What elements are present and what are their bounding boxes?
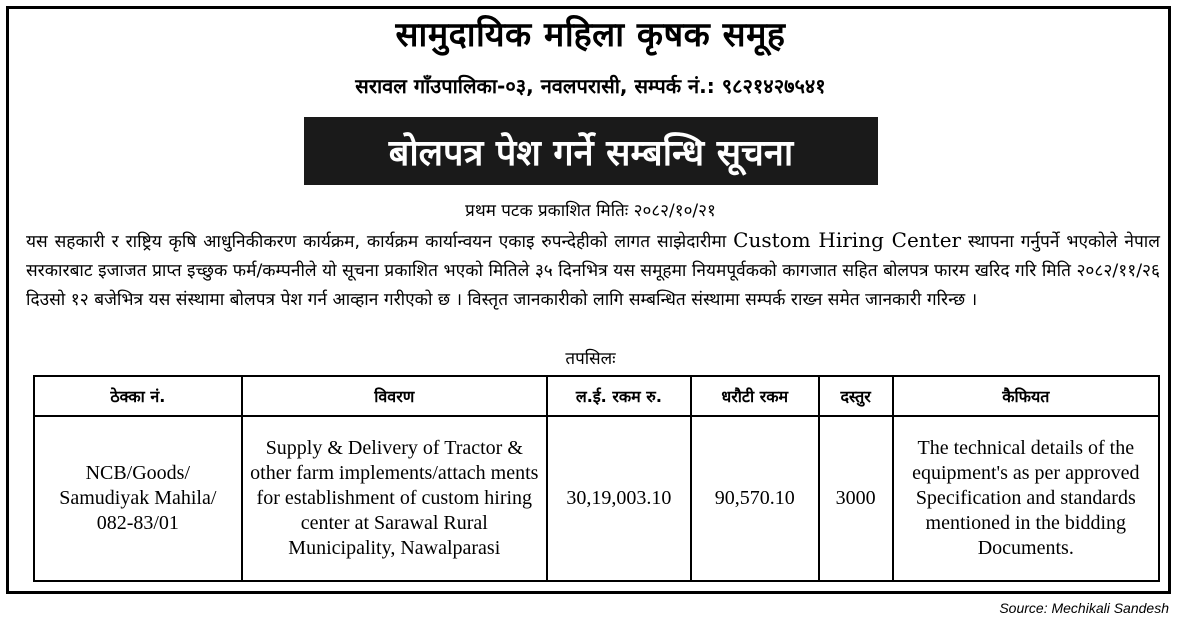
header-contract-no: ठेक्का नं. [34,376,242,416]
cell-remarks: The technical details of the equipment's as per approved Specification and standards mentioned in the bidding Documents. [893,416,1159,581]
table-header-row [34,376,1159,416]
header-remarks: कैफियत [893,376,1159,416]
tender-table [33,375,1160,582]
notice-body [26,226,1160,315]
org-address: सरावल गाँउपालिका-०३, नवलपरासी, सम्पर्क नं.: ९८२१४२७५४१ [355,74,826,98]
header-deposit: धरौटी रकम [691,376,819,416]
cell-estimate: 30,19,003.10 [547,416,691,581]
body-part-2: स्थापना गर्नुपर्ने भएकोले नेपाल सरकारबाट इजाजत प्राप्त इच्छुक फर्म/कम्पनीले यो सूचना प्रकाशित भएको मितिले ३५ दिनभित्र यस समूहमा नियमपूर्वकको कागजात सहित बोलपत्र फारम खरिद गरि मिति २०८२/११/२६ दिउसो १२ बजेभित्र यस संस्थामा बोलपत्र पेश गर्न आव्हान गरीएको छ । विस्तृत जानकारीको लागि सम्बन्धित संस्थामा सम्पर्क राख्न समेत जानकारी गरिन्छ । [26,232,1160,310]
cell-contract-no: NCB/Goods/ Samudiyak Mahila/ 082-83/01 [34,416,242,581]
header-estimate: ल.ई. रकम रु. [547,376,691,416]
notice-title: बोलपत्र पेश गर्ने सम्बन्धि सूचना [304,117,878,185]
publish-date: प्रथम पटक प्रकाशित मितिः २०८२/१०/२१ [465,201,716,221]
body-latin-term: Custom Hiring Center [733,228,962,252]
header-description: विवरण [242,376,547,416]
table-row [34,416,1159,581]
cell-deposit: 90,570.10 [691,416,819,581]
org-name: सामुदायिक महिला कृषक समूह [395,15,786,55]
source-credit: Source: Mechikali Sandesh [999,600,1169,616]
cell-description: Supply & Delivery of Tractor & other farm implements/attach ments for establishment of custom hiring center at Sarawal Rural Municipality, Nawalparasi [242,416,547,581]
body-part-1: यस सहकारी र राष्ट्रिय कृषि आधुनिकीकरण कार्यक्रम, कार्यक्रम कार्यान्वयन एकाइ रुपन्देहीको लागत साझेदारीमा [26,232,727,252]
schedule-label: तपसिलः [565,349,616,369]
cell-fee: 3000 [819,416,893,581]
header-fee: दस्तुर [819,376,893,416]
